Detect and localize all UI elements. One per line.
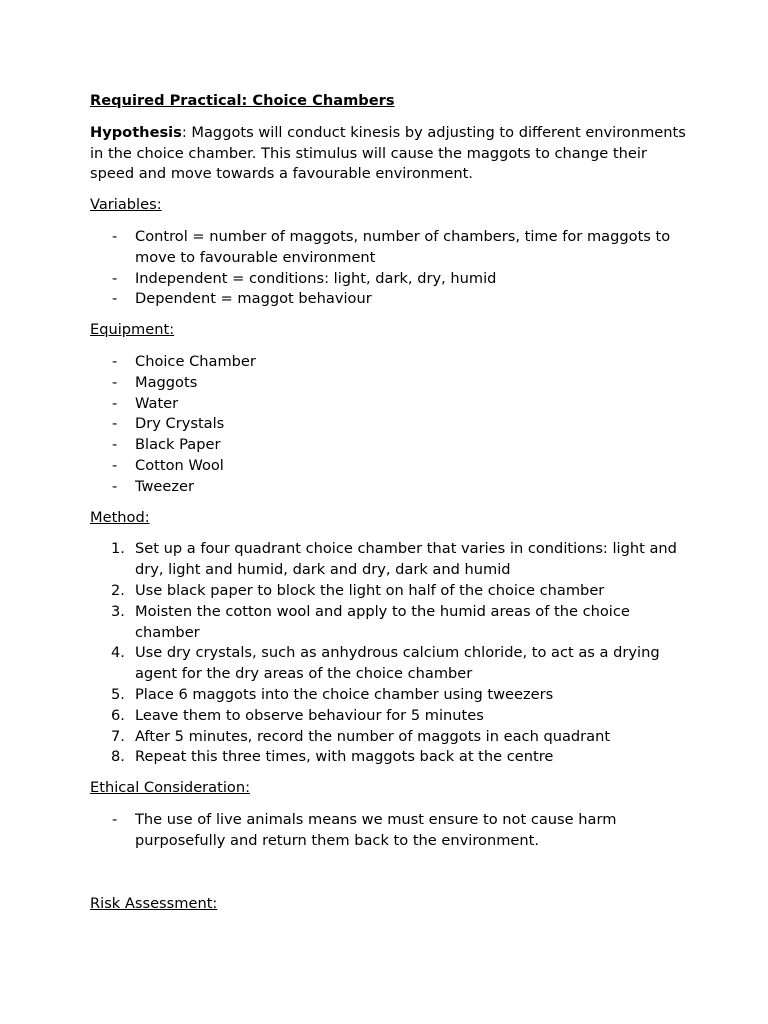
list-item-text: Control = number of maggots, number of chambers, time for maggots to move to favourable environment bbox=[135, 227, 671, 266]
blank-line bbox=[90, 862, 690, 894]
list-item-text: Maggots bbox=[135, 373, 198, 391]
list-item bbox=[90, 352, 690, 373]
list-item bbox=[90, 394, 690, 415]
list-item-text: Use dry crystals, such as anhydrous calcium chloride, to act as a drying agent for the dry areas of the choice chamber bbox=[135, 644, 660, 683]
dash-marker: - bbox=[112, 290, 118, 308]
document-title: Required Practical: Choice Chambers bbox=[90, 92, 395, 109]
dash-marker: - bbox=[112, 456, 118, 474]
method-heading: Method: bbox=[90, 508, 150, 526]
dash-marker: - bbox=[112, 352, 118, 370]
dash-marker: - bbox=[112, 477, 118, 495]
number-marker: 2. bbox=[111, 581, 125, 599]
list-item-text: Dry Crystals bbox=[135, 415, 225, 433]
list-item-text: Black Paper bbox=[135, 436, 221, 454]
list-item-text: Leave them to observe behaviour for 5 minutes bbox=[135, 706, 484, 724]
number-marker: 7. bbox=[111, 727, 125, 745]
list-item-text: Cotton Wool bbox=[135, 456, 224, 474]
list-item bbox=[90, 810, 690, 852]
number-marker: 5. bbox=[111, 685, 125, 703]
list-item-text: Tweezer bbox=[135, 477, 195, 495]
list-item-text: Independent = conditions: light, dark, dry, humid bbox=[135, 269, 497, 287]
equipment-list bbox=[90, 352, 690, 498]
list-item-text: Use black paper to block the light on half of the choice chamber bbox=[135, 581, 605, 599]
number-marker: 3. bbox=[111, 602, 125, 620]
list-item bbox=[90, 227, 690, 269]
variables-list bbox=[90, 227, 690, 310]
risk-heading: Risk Assessment: bbox=[90, 894, 218, 912]
hypothesis-paragraph bbox=[90, 123, 690, 185]
number-marker: 6. bbox=[111, 706, 125, 724]
list-item-text: Set up a four quadrant choice chamber that varies in conditions: light and dry, light and humid, dark and dry, dark and humid bbox=[135, 540, 677, 579]
list-item bbox=[90, 643, 690, 685]
list-item-text: Place 6 maggots into the choice chamber using tweezers bbox=[135, 685, 554, 703]
list-item-text: The use of live animals means we must ensure to not cause harm purposefully and return them back to the environment. bbox=[135, 810, 617, 849]
hypothesis-label: Hypothesis bbox=[90, 123, 182, 141]
list-item bbox=[90, 289, 690, 310]
list-item bbox=[90, 727, 690, 748]
list-item bbox=[90, 269, 690, 290]
list-item-text: Moisten the cotton wool and apply to the humid areas of the choice chamber bbox=[135, 602, 630, 641]
document-page bbox=[90, 91, 690, 925]
list-item bbox=[90, 477, 690, 498]
ethical-heading: Ethical Consideration: bbox=[90, 779, 250, 797]
list-item bbox=[90, 414, 690, 435]
list-item-text: Dependent = maggot behaviour bbox=[135, 290, 372, 308]
list-item bbox=[90, 373, 690, 394]
list-item bbox=[90, 456, 690, 477]
list-item bbox=[90, 685, 690, 706]
dash-marker: - bbox=[112, 436, 118, 454]
dash-marker: - bbox=[112, 394, 118, 412]
list-item bbox=[90, 602, 690, 644]
number-marker: 1. bbox=[111, 540, 125, 558]
number-marker: 8. bbox=[111, 748, 125, 766]
dash-marker: - bbox=[112, 415, 118, 433]
list-item bbox=[90, 747, 690, 768]
list-item-text: Water bbox=[135, 394, 179, 412]
list-item bbox=[90, 435, 690, 456]
dash-marker: - bbox=[112, 269, 118, 287]
dash-marker: - bbox=[112, 227, 118, 245]
variables-heading: Variables: bbox=[90, 196, 162, 214]
list-item-text: Choice Chamber bbox=[135, 352, 256, 370]
list-item bbox=[90, 706, 690, 727]
ethical-list bbox=[90, 810, 690, 852]
list-item-text: After 5 minutes, record the number of maggots in each quadrant bbox=[135, 727, 611, 745]
hypothesis-text: : Maggots will conduct kinesis by adjusting to different environments in the choice chamber. This stimulus will cause the maggots to change their speed and move towards a favourable environment. bbox=[90, 123, 686, 183]
number-marker: 4. bbox=[111, 644, 125, 662]
list-item bbox=[90, 539, 690, 581]
list-item bbox=[90, 581, 690, 602]
dash-marker: - bbox=[112, 810, 118, 828]
list-item-text: Repeat this three times, with maggots back at the centre bbox=[135, 748, 554, 766]
dash-marker: - bbox=[112, 373, 118, 391]
method-list bbox=[90, 539, 690, 768]
equipment-heading: Equipment: bbox=[90, 321, 175, 339]
